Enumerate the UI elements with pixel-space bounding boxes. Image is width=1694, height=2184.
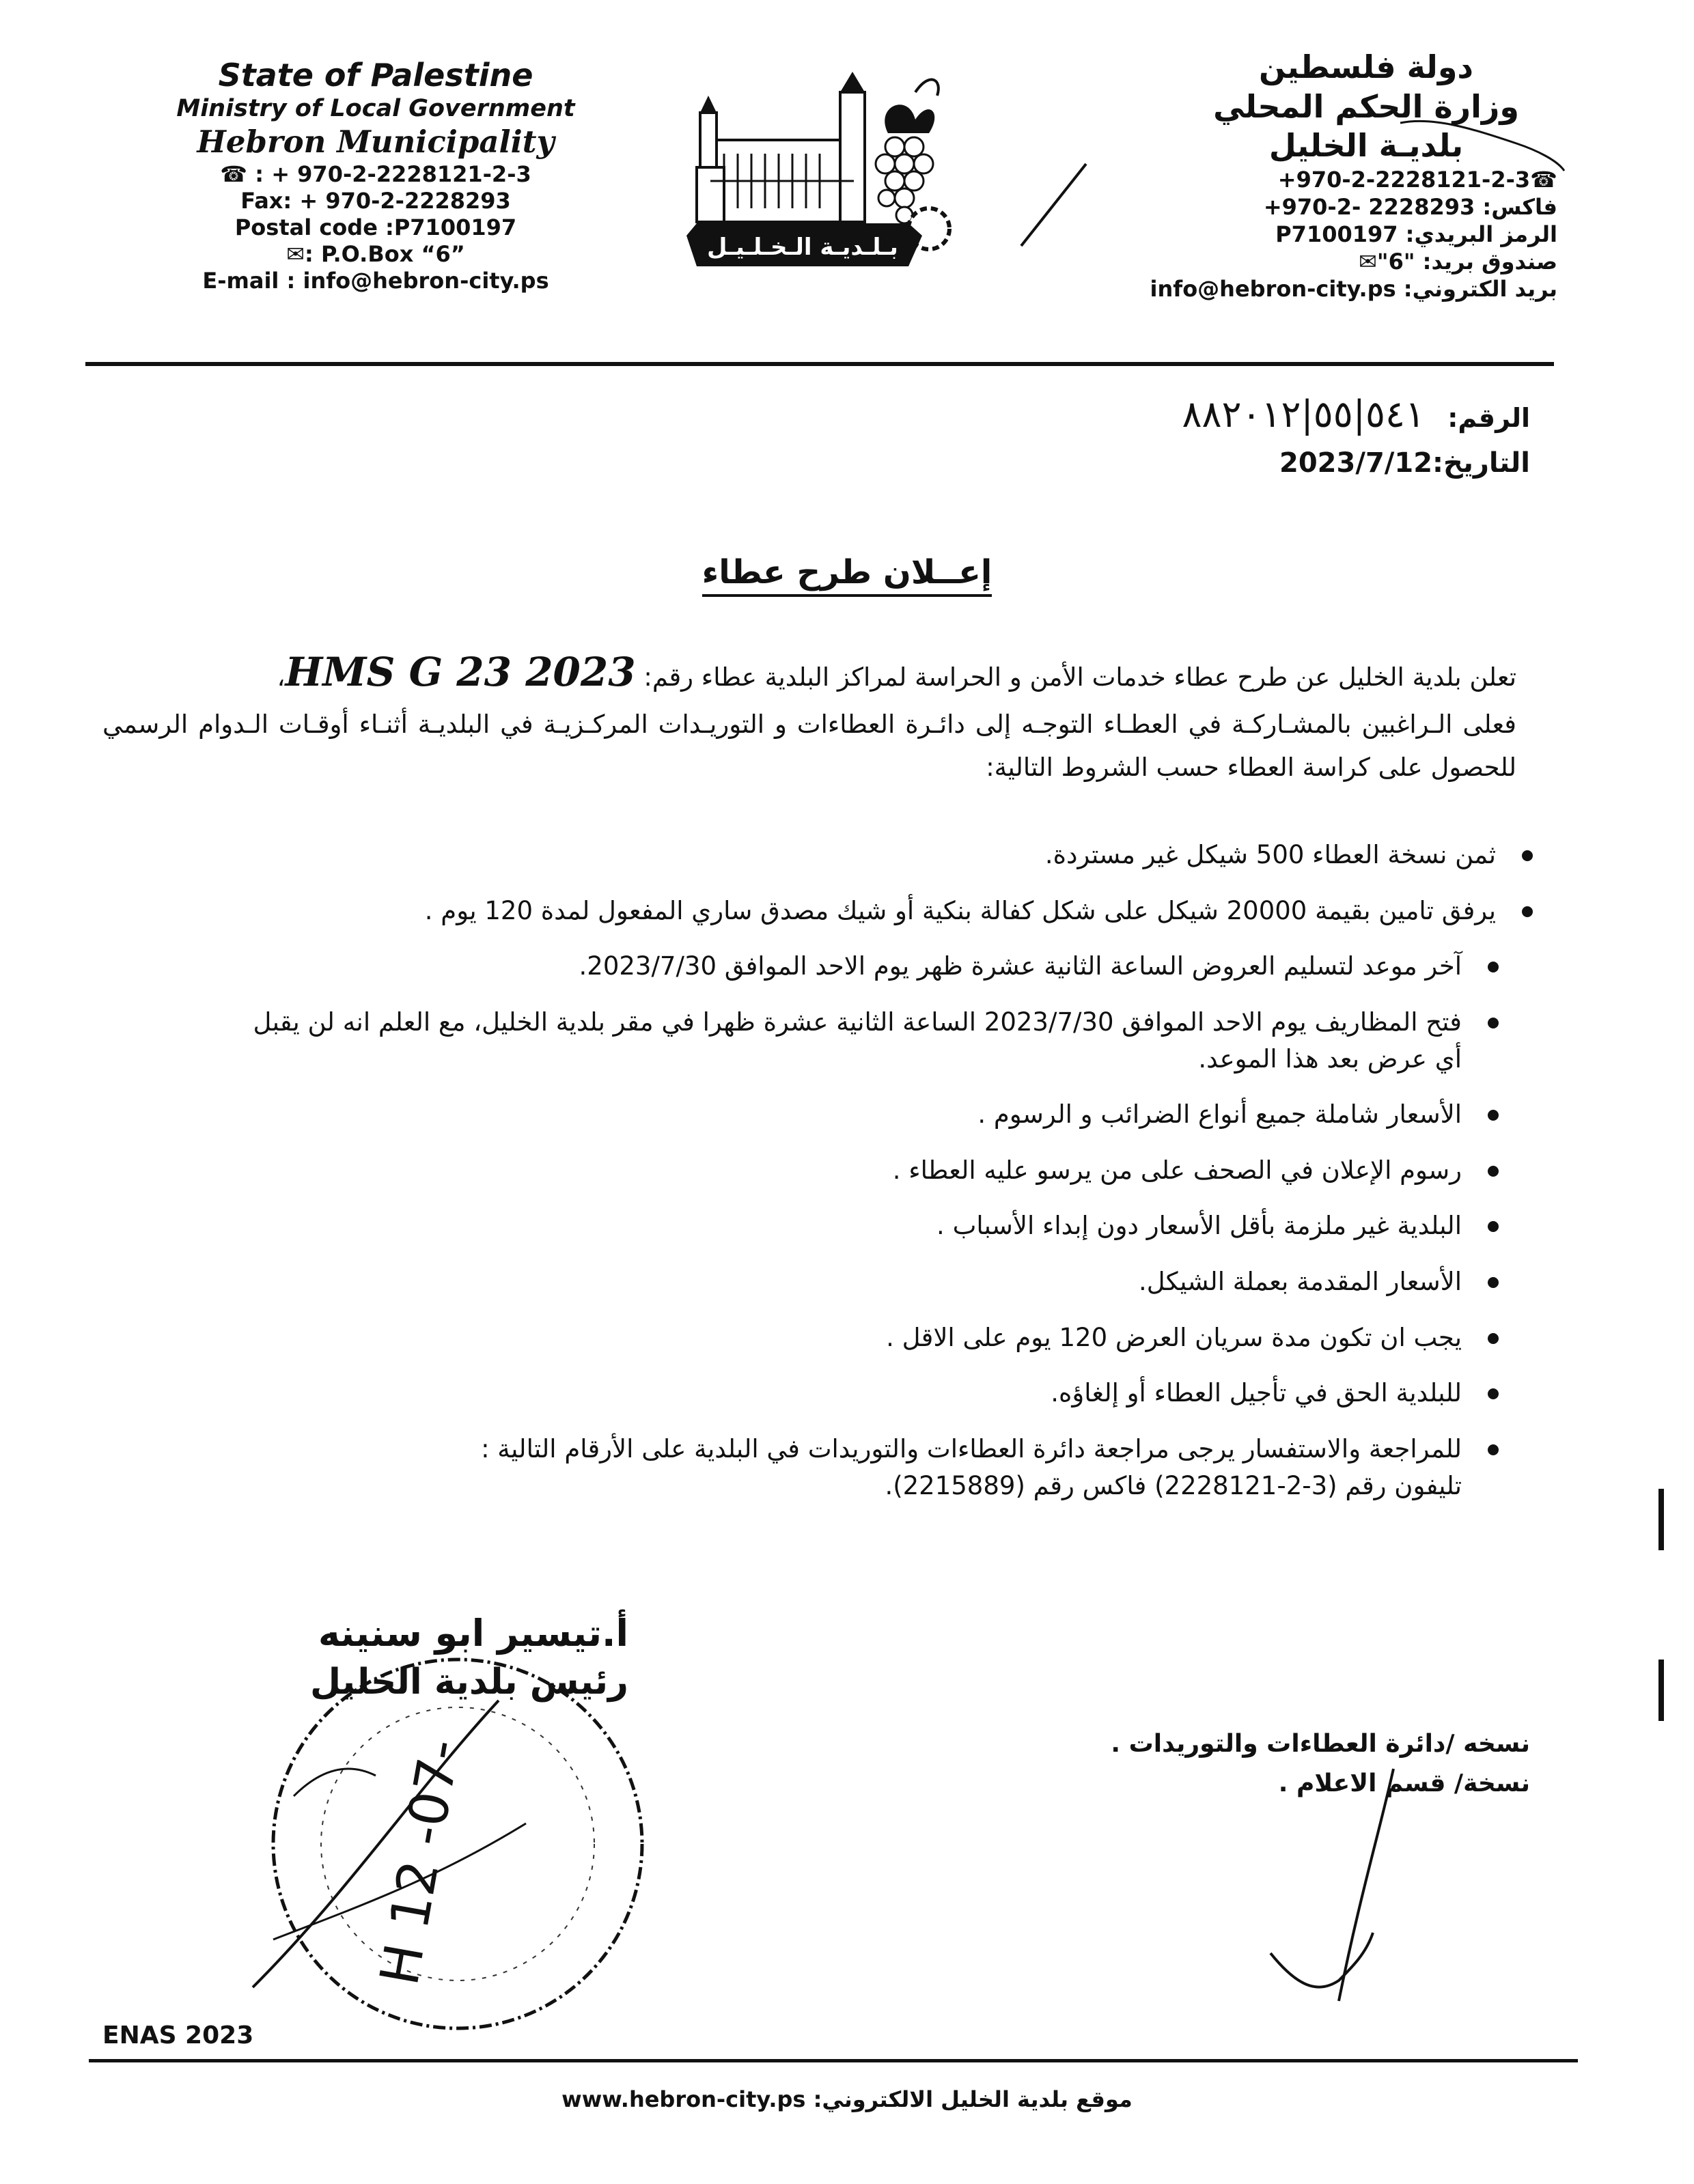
list-item: للبلدية الحق في تأجيل العطاء أو إلغاؤه. [246,1375,1503,1412]
postal-ar-value: P7100197 [1275,221,1398,247]
reference-value: ٥٤١|٥٥|٨٨٢٠١٢ [1182,393,1425,436]
list-item [246,1431,1503,1504]
page-title [0,553,1694,591]
fax-en: Fax: + 970-2-2228293 [240,187,511,214]
scan-mark [1658,1660,1664,1721]
list-item: يرفق تامين بقيمة 20000 شيكل على شكل كفالة بنكية أو شيك مصدق ساري المفعول لمدة 120 يوم . [246,893,1537,929]
contact-text: للمراجعة والاستفسار يرجى مراجعة دائرة العطاءات والتوريدات في البلدية على الأرقام التالية : [481,1434,1462,1464]
intro-end: ، [277,662,286,692]
fax-ar-label: فاكس: [1482,193,1557,220]
state-name-en: State of Palestine [218,57,533,94]
website-label: موقع بلدية الخليل الالكتروني: [813,2086,1133,2112]
conditions-list [246,837,1503,1504]
list-item: الأسعار المقدمة بعملة الشيكل. [246,1263,1503,1300]
list-item: رسوم الإعلان في الصحف على من يرسو عليه العطاء . [246,1152,1503,1189]
email-ar-value: info@hebron-city.ps [1150,275,1396,302]
header-divider [85,362,1554,366]
fax-ar [1093,193,1571,221]
fax-ar-value: +970-2- 2228293 [1263,193,1475,220]
pobox-ar: صندوق بريد: "6"✉ [1359,248,1557,275]
header-english [137,56,615,294]
postal-ar-label: الرمز البريدي: [1405,221,1557,247]
ministry-name-en: Ministry of Local Government [176,95,575,123]
reference-number [1182,393,1530,436]
municipality-name-en: Hebron Municipality [197,123,555,160]
signatory-title: رئيس بلدية الخليل [310,1662,628,1703]
phone-ar: +970-2-2228121-2-3☎ [1277,166,1557,193]
footer [0,2086,1694,2112]
reference-label: الرقم: [1447,403,1530,433]
copy-line: نسخه /دائرة العطاءات والتوريدات . [1111,1730,1530,1758]
postal-ar [1093,221,1571,248]
website-url: www.hebron-city.ps [561,2086,806,2112]
state-name-ar: دولة فلسطين [1258,48,1474,85]
footer-divider [89,2059,1578,2062]
list-item: آخر موعد لتسليم العروض الساعة الثانية عشرة ظهر يوم الاحد الموافق 2023/7/30. [246,948,1503,985]
intro-paragraph [102,639,1516,706]
title-text: إعــلان طرح عطاء [702,553,992,597]
logo-ribbon-text: بـلـديـة الـخـلـيـل [707,234,898,261]
scan-mark [1658,1489,1664,1550]
date-value: 2023/7/12 [1279,447,1433,479]
instructions-paragraph: فعلى الـراغبين بالمشـاركـة في العطـاء التوجـه إلى دائـرة العطاءات و التوريـدات المركـزيـة في البلديـة أثنـاء أوقـات الـدوام الرسمي للحصول على كراسة العطاء حسب الشروط التالية: [102,710,1516,782]
copy-line: نسخة/ قسم الاعلام . [1278,1769,1530,1797]
email-en: E-mail : info@hebron-city.ps [202,267,549,294]
municipality-logo-icon [669,65,956,290]
phone-en: ☎ : + 970-2-2228121-2-3 [220,160,531,187]
list-item: ثمن نسخة العطاء 500 شيكل غير مستردة. [246,837,1537,873]
date-label: التاريخ: [1432,447,1530,479]
pen-stroke-icon [1011,157,1093,253]
tender-number: HMS G 23 2023 [285,649,636,695]
postal-en: Postal code :P7100197 [234,214,517,240]
intro-text: تعلن بلدية الخليل عن طرح عطاء خدمات الأمن و الحراسة لمراكز البلدية عطاء رقم: [643,662,1516,692]
signatory-name: أ.تيسير ابو سنينه [318,1612,628,1655]
ministry-name-ar: وزارة الحكم المحلي [1213,87,1519,125]
handwritten-initials-icon [1257,1762,1407,2008]
municipality-name-ar: بلديـة الخليل [1268,127,1464,164]
email-ar-label: بريد الكتروني: [1403,275,1557,302]
list-item: البلدية غير ملزمة بأقل الأسعار دون إبداء الأسباب . [246,1207,1503,1244]
signature-block [164,1612,628,1703]
stamp-date-text: H 12 -07- [369,1735,473,1990]
pen-stroke-icon [1393,102,1571,178]
pobox-en: ✉: P.O.Box “6” [286,240,465,267]
list-item: فتح المظاريف يوم الاحد الموافق 2023/7/30 الساعة الثانية عشرة ظهرا في مقر بلدية الخليل، مع العلم انه لن يقبل أي عرض بعد هذا الموعد. [246,1004,1503,1077]
email-ar [1093,275,1571,303]
phone-line: تليفون رقم (3-2-2228121) فاكس رقم (2215889). [885,1470,1462,1500]
list-item: يجب ان تكون مدة سريان العرض 120 يوم على الاقل . [246,1319,1503,1356]
list-item: الأسعار شاملة جميع أنواع الضرائب و الرسوم . [246,1096,1503,1133]
document-date [1279,447,1530,479]
document-code: ENAS 2023 [102,2021,254,2049]
